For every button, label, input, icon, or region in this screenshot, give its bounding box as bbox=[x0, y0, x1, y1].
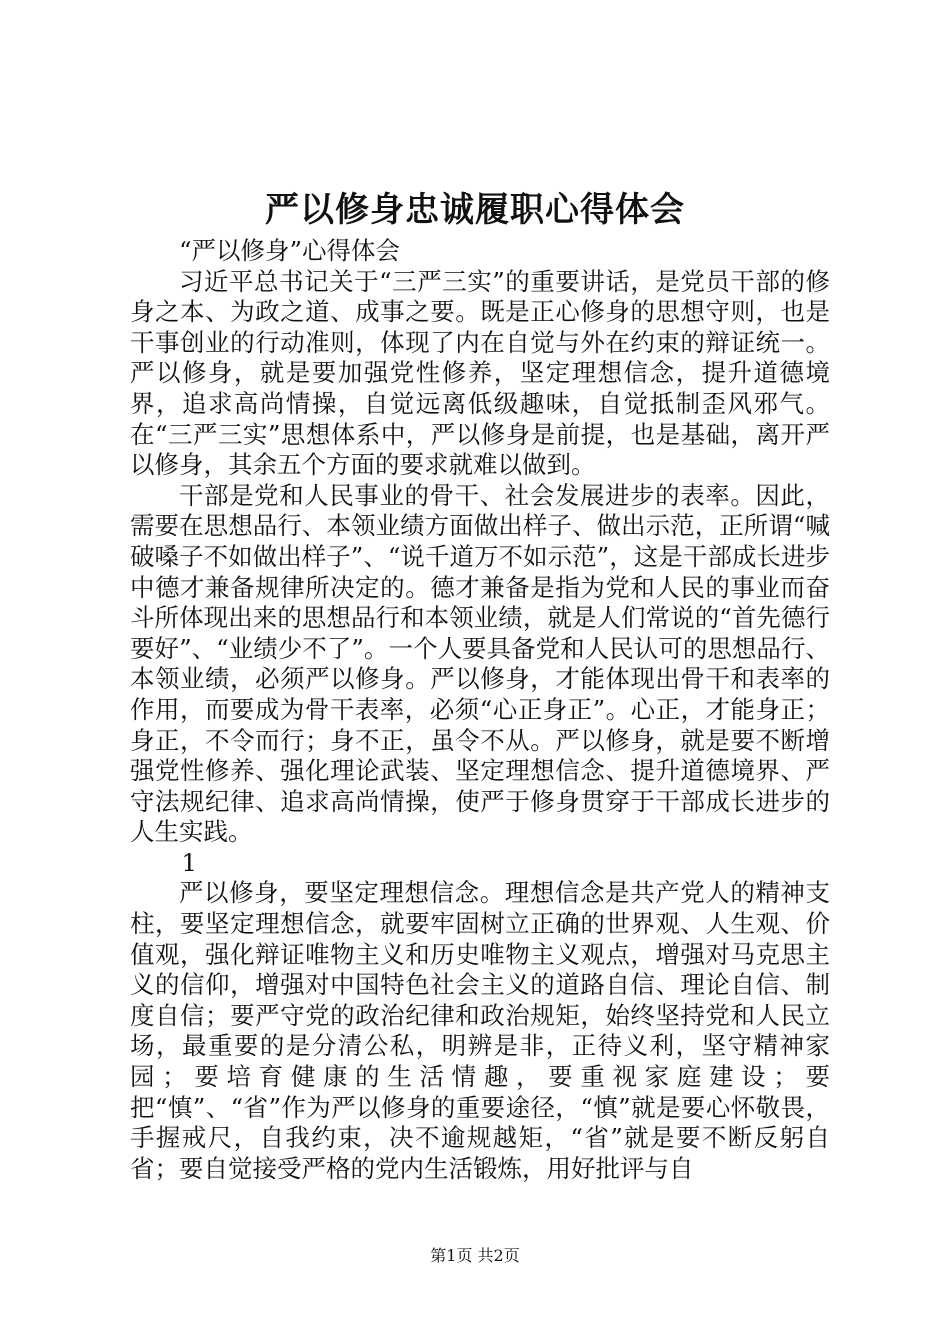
document-subtitle: “严以修身”心得体会 bbox=[179, 236, 401, 265]
document-title: 严以修身忠诚履职心得体会 bbox=[265, 190, 685, 230]
paragraph-2: 干部是党和人民事业的骨干、社会发展进步的表率。因此，需要在思想品行、本领业绩方面做出样子、做出示范，正所谓“喊破嗓子不如做出样子”、“说千道万不如示范”，这是干部成长进步中德才兼备规律所决定的。德才兼备是指为党和人民的事业而奋斗所体现出来的思想品行和本领业绩，就是人们常说的“首先德行要好”、“业绩少不了”。一个人要具备党和人民认可的思想品行、本领业绩，必须严以修身。严以修身，才能体现出骨干和表率的作用，而要成为骨干表率，必须“心正身正”。心正，才能身正；身正，不令而行；身不正，虽令不从。严以修身，就是要不断增强党性修养、强化理论武装、坚定理想信念、提升道德境界、严守法规纪律、追求高尚情操，使严于修身贯穿于干部成长进步的人生实践。 bbox=[130, 480, 830, 847]
inline-page-number: 1 bbox=[181, 847, 198, 877]
paragraph-1: 习近平总书记关于“三严三实”的重要讲话，是党员干部的修身之本、为政之道、成事之要。既是正心修身的思想守则，也是干事创业的行动准则，体现了内在自觉与外在约束的辩证统一。严以修身，就是要加强党性修养，坚定理想信念，提升道德境界，追求高尚情操，自觉远离低级趣味，自觉抵制歪风邪气。在“三严三实”思想体系中，严以修身是前提，也是基础，离开严以修身，其余五个方面的要求就难以做到。 bbox=[130, 266, 830, 480]
page-footer: 第1页 共2页 bbox=[430, 1246, 520, 1265]
document-body bbox=[130, 236, 830, 1184]
paragraph-3: 严以修身，要坚定理想信念。理想信念是共产党人的精神支柱，要坚定理想信念，就要牢固树立正确的世界观、人生观、价值观，强化辩证唯物主义和历史唯物主义观点，增强对马克思主义的信仰，增强对中国特色社会主义的道路自信、理论自信、制度自信；要严守党的政治纪律和政治规矩，始终坚持党和人民立场，最重要的是分清公私，明辨是非，正待义利，坚守精神家园；要培育健康的生活情趣，要重视家庭建设；要把“慎”、“省”作为严以修身的重要途径，“慎”就是要心怀敬畏，手握戒尺，自我约束，决不逾规越矩，“省”就是要不断反躬自省；要自觉接受严格的党内生活锻炼，用好批评与自 bbox=[130, 878, 830, 1183]
